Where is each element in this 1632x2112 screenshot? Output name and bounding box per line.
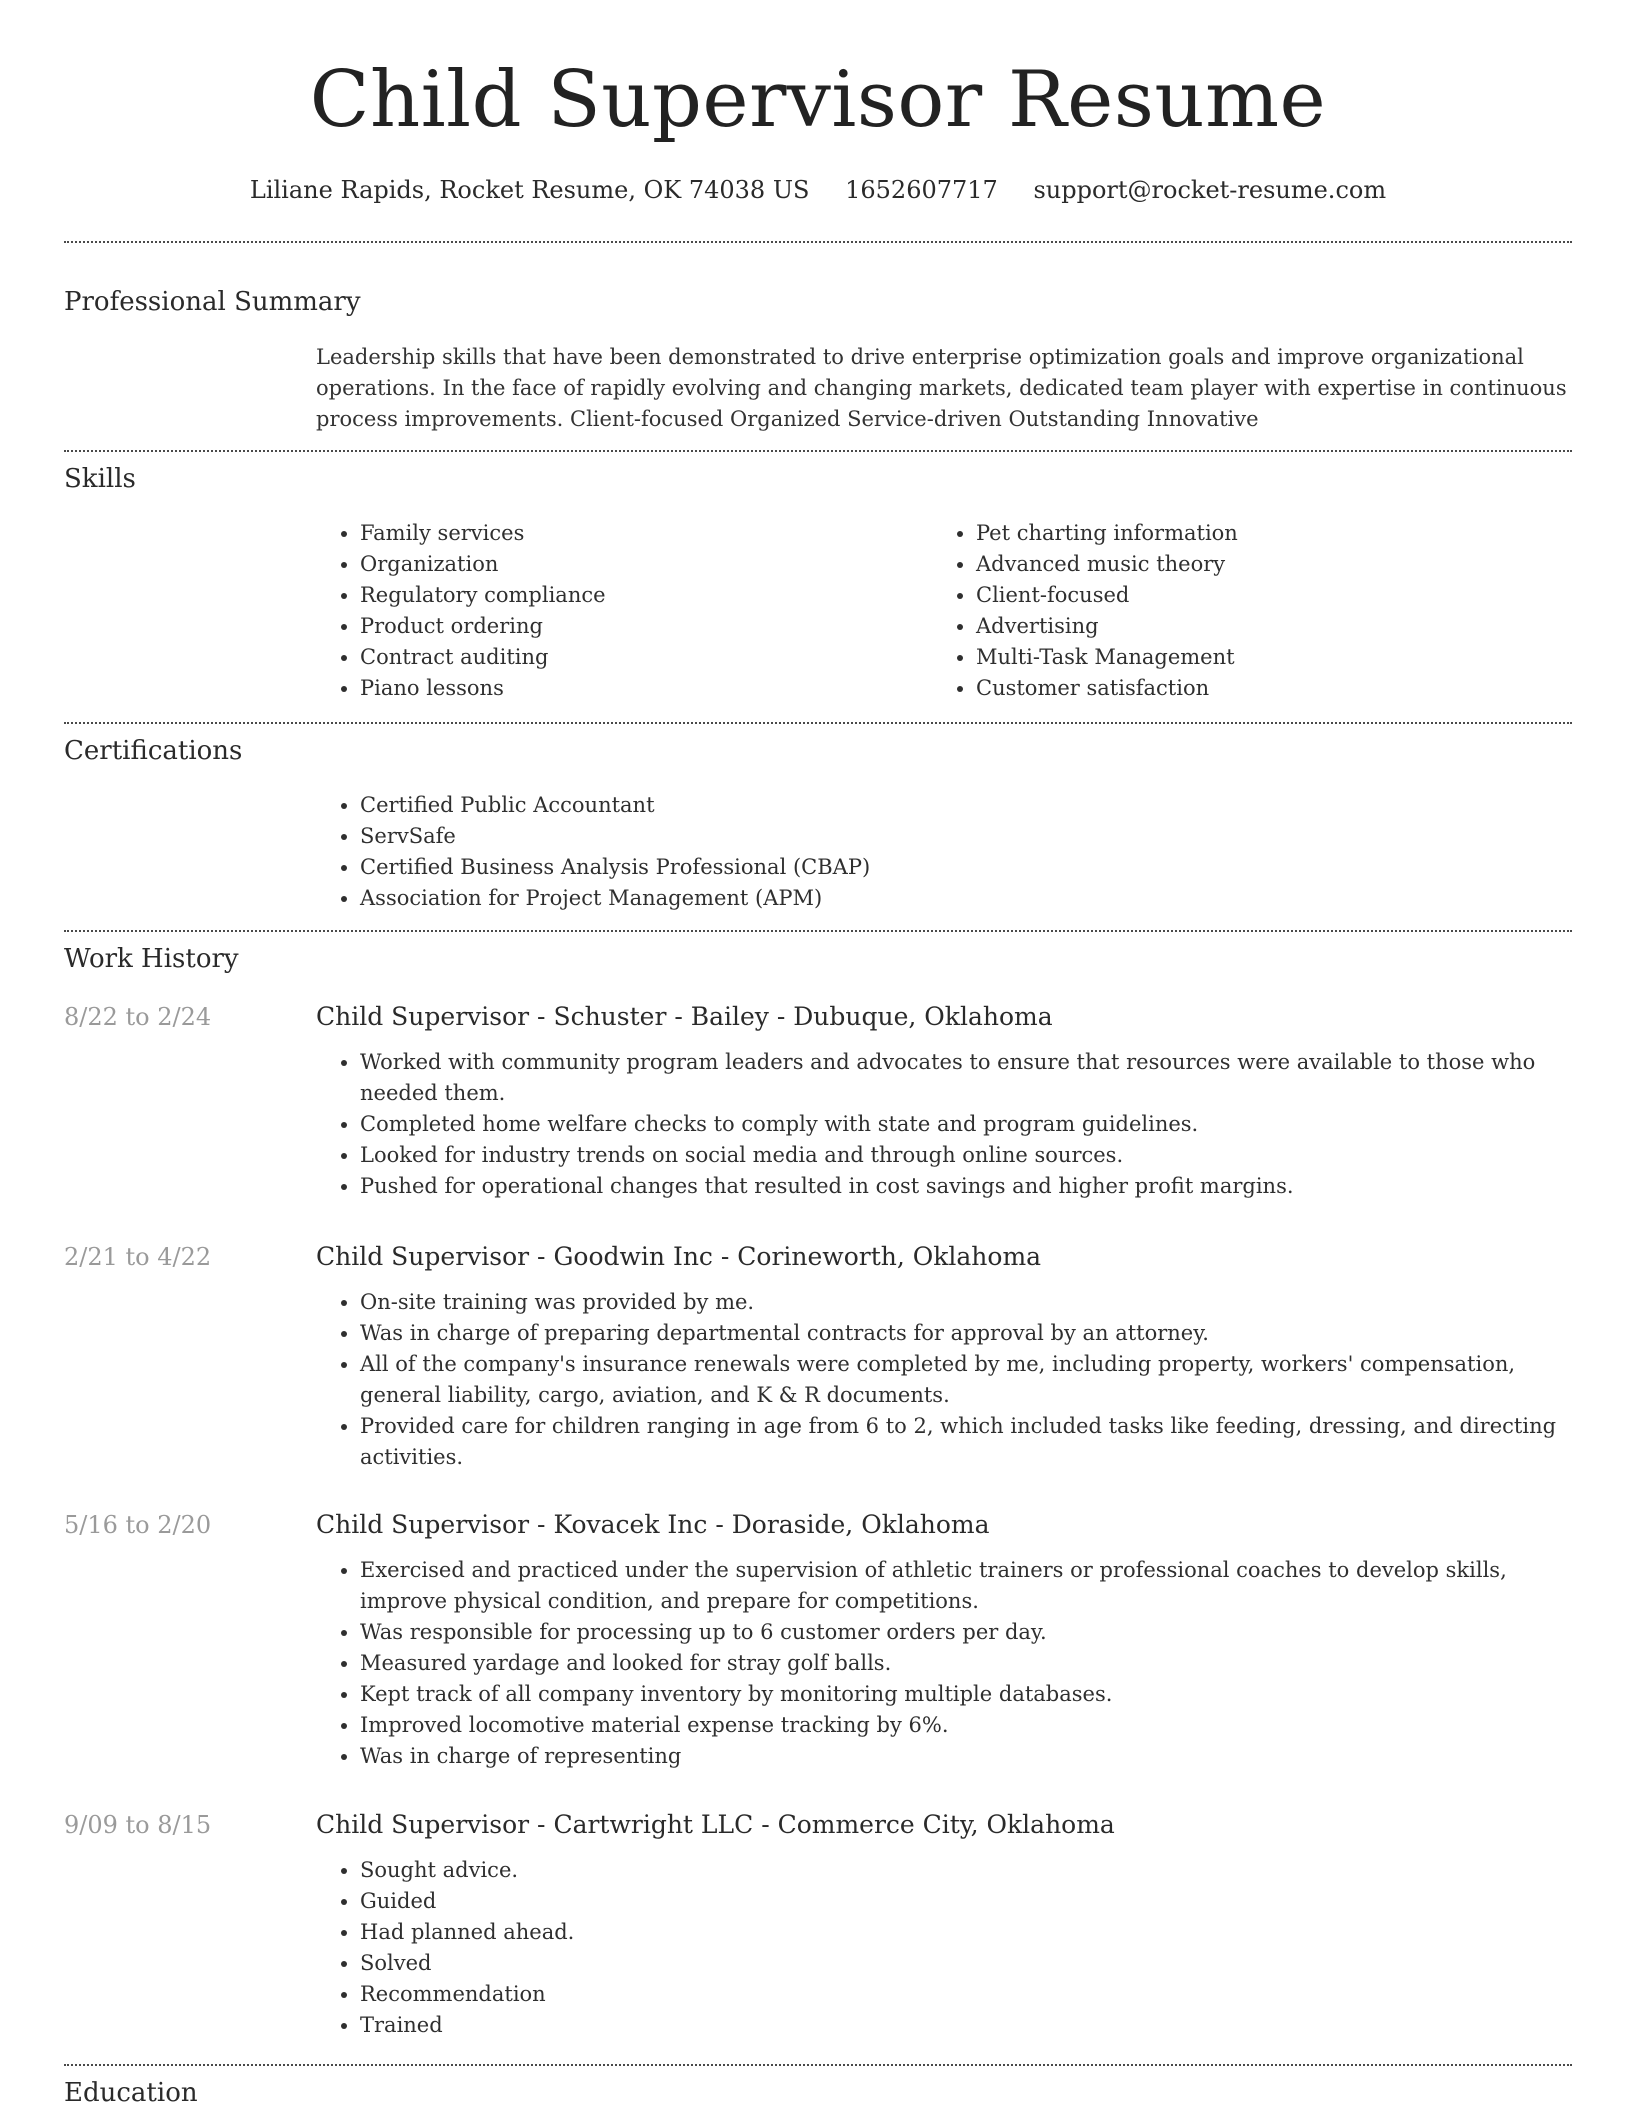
job-bullet: • Recommendation: [360, 1979, 1572, 2010]
skills-grid: [316, 518, 1572, 704]
summary-text: Leadership skills that have been demonstrated to drive enterprise optimization goals and improve organizational operations. In the face of rapidly evolving and changing markets, dedicated team player with expertise in continuous process improvements. Client-focused Organized Service-driven Outstanding Innovative: [316, 345, 1567, 431]
certification-item: • ServSafe: [360, 821, 1572, 852]
skill-item: • Pet charting information: [976, 518, 1548, 549]
job-bullet: • Completed home welfare checks to comply with state and program guidelines.: [360, 1109, 1572, 1140]
skill-item: • Contract auditing: [360, 642, 932, 673]
divider: [64, 930, 1572, 932]
certification-item: • Certified Business Analysis Professional (CBAP): [360, 852, 1572, 883]
skill-item: • Advanced music theory: [976, 549, 1548, 580]
job-bullet: • Worked with community program leaders and advocates to ensure that resources were available to those who needed them.: [360, 1047, 1572, 1109]
certifications-block: [316, 790, 1572, 914]
section-title-certifications: Certifications: [64, 736, 243, 766]
job-bullet: • Solved: [360, 1948, 1572, 1979]
skill-item: • Product ordering: [360, 611, 932, 642]
job-entry: [316, 1508, 1572, 1772]
certification-item: • Certified Public Accountant: [360, 790, 1572, 821]
job-bullet: • Was responsible for processing up to 6 customer orders per day.: [360, 1617, 1572, 1648]
job-dates: 9/09 to 8/15: [64, 1811, 212, 1839]
job-title: Child Supervisor - Kovacek Inc - Doraside, Oklahoma: [316, 1510, 990, 1539]
job-bullet: • Pushed for operational changes that resulted in cost savings and higher profit margins.: [360, 1171, 1572, 1202]
job-title: Child Supervisor - Goodwin Inc - Corineworth, Oklahoma: [316, 1242, 1042, 1271]
job-bullet: • Looked for industry trends on social media and through online sources.: [360, 1140, 1572, 1171]
skill-item: • Regulatory compliance: [360, 580, 932, 611]
section-title-summary: Professional Summary: [64, 287, 361, 317]
job-title: Child Supervisor - Schuster - Bailey - Dubuque, Oklahoma: [316, 1002, 1053, 1031]
certification-item: • Association for Project Management (APM): [360, 883, 1572, 914]
job-bullet: • Improved locomotive material expense tracking by 6%.: [360, 1710, 1572, 1741]
skills-column-left: [316, 518, 932, 704]
job-bullet: • Measured yardage and looked for stray golf balls.: [360, 1648, 1572, 1679]
section-title-skills: Skills: [64, 464, 136, 494]
skill-item: • Piano lessons: [360, 673, 932, 704]
job-bullet: • Was in charge of preparing departmental contracts for approval by an attorney.: [360, 1318, 1572, 1349]
skill-item: • Advertising: [976, 611, 1548, 642]
skill-item: • Customer satisfaction: [976, 673, 1548, 704]
job-dates: 8/22 to 2/24: [64, 1003, 212, 1031]
skill-item: • Family services: [360, 518, 932, 549]
contact-phone: 1652607717: [845, 176, 998, 204]
contact-address: Liliane Rapids, Rocket Resume, OK 74038 US: [249, 176, 810, 204]
job-bullet: • Had planned ahead.: [360, 1917, 1572, 1948]
skill-item: • Organization: [360, 549, 932, 580]
job-bullet: • All of the company's insurance renewals were completed by me, including property, workers' compensation, general liability, cargo, aviation, and K & R documents.: [360, 1349, 1572, 1411]
job-bullet: • Kept track of all company inventory by monitoring multiple databases.: [360, 1679, 1572, 1710]
job-bullet: • Was in charge of representing: [360, 1741, 1572, 1772]
job-bullet: • On-site training was provided by me.: [360, 1287, 1572, 1318]
job-bullet: • Exercised and practiced under the supervision of athletic trainers or professional coaches to develop skills, improve physical condition, and prepare for competitions.: [360, 1555, 1572, 1617]
divider: [64, 722, 1572, 724]
job-entry: [316, 1000, 1572, 1202]
summary-block: [316, 342, 1572, 435]
job-bullet: • Sought advice.: [360, 1855, 1572, 1886]
job-entry: [316, 1240, 1572, 1473]
section-title-work-history: Work History: [64, 944, 239, 974]
divider: [64, 241, 1572, 243]
job-dates: 5/16 to 2/20: [64, 1511, 212, 1539]
skill-item: • Multi-Task Management: [976, 642, 1548, 673]
job-bullet: • Provided care for children ranging in age from 6 to 2, which included tasks like feeding, dressing, and directing activities.: [360, 1411, 1572, 1473]
section-title-education: Education: [64, 2078, 198, 2108]
divider: [64, 2064, 1572, 2066]
contact-email: support@rocket-resume.com: [1033, 176, 1387, 204]
resume-title: Child Supervisor Resume: [309, 55, 1327, 145]
skill-item: • Client-focused: [976, 580, 1548, 611]
job-bullet: • Trained: [360, 2010, 1572, 2041]
skills-column-right: [932, 518, 1548, 704]
job-entry: [316, 1808, 1572, 2041]
job-dates: 2/21 to 4/22: [64, 1243, 212, 1271]
job-bullet: • Guided: [360, 1886, 1572, 1917]
contact-line: [64, 170, 1572, 210]
job-title: Child Supervisor - Cartwright LLC - Commerce City, Oklahoma: [316, 1810, 1115, 1839]
divider: [64, 450, 1572, 452]
